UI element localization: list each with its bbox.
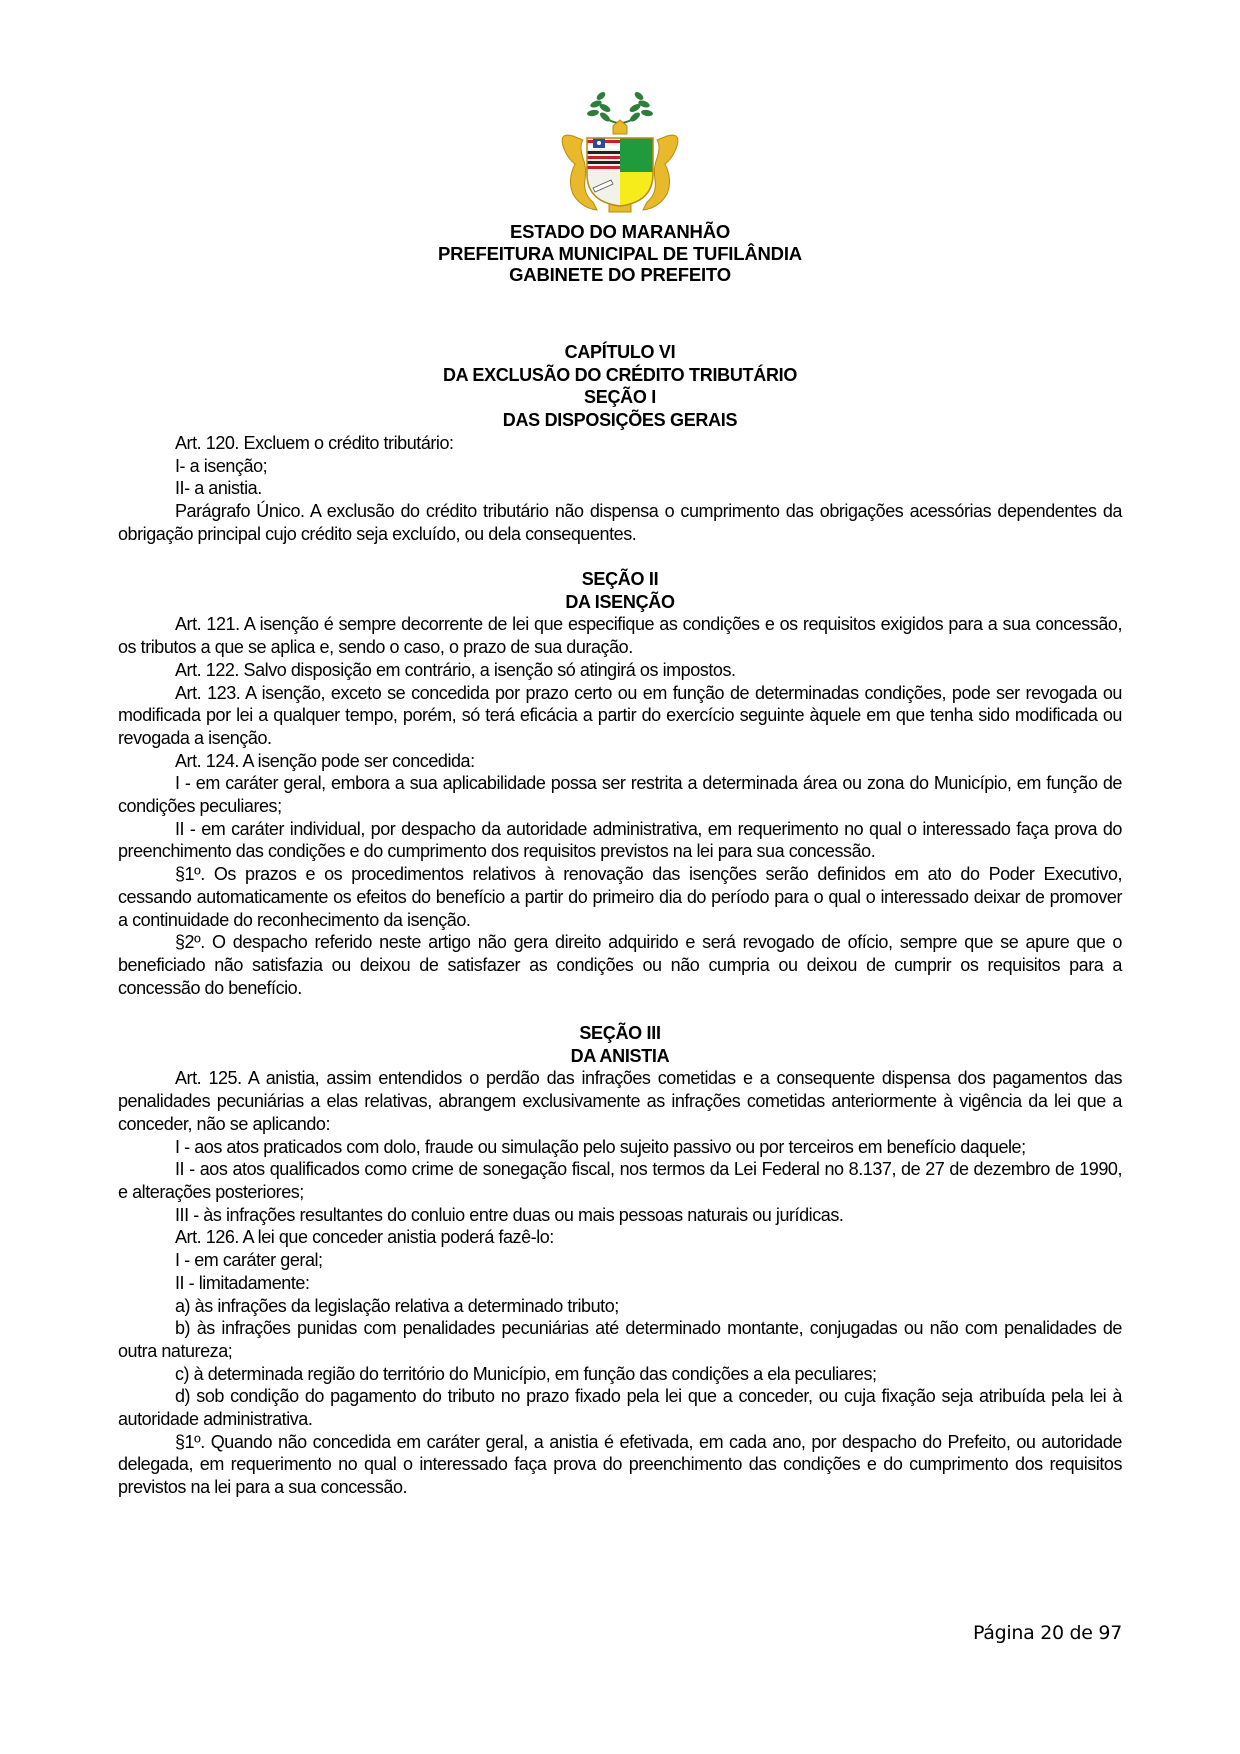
article-paragraph: Art. 120. Excluem o crédito tributário: [175, 432, 454, 453]
article-paragraph: Art. 123. A isenção, exceto se concedida por prazo certo ou em função de determinadas condições, pode ser revogada ou modificada por lei a qualquer tempo, porém, só terá eficácia a partir do exercício seguinte àquele em que tenha sido modificada ou revogada a isenção. [118, 682, 1122, 748]
article-paragraph: Art. 125. A anistia, assim entendidos o perdão das infrações cometidas e a consequente dispensa dos pagamentos das penalidades pecuniárias a elas relativas, abrangem exclusivamente as infrações cometidas anteriormente à vigência da lei que a conceder, não se aplicando: [118, 1068, 1122, 1134]
letterhead-prefecture: PREFEITURA MUNICIPAL DE TUFILÂNDIA [438, 242, 802, 264]
article-item: II - aos atos qualificados como crime de sonegação fiscal, nos termos da Lei Federal no 8.137, de 27 de dezembro de 1990, e alterações posteriores; [118, 1159, 1122, 1202]
section-subtitle: DA ANISTIA [570, 1045, 670, 1066]
page-number: Página 20 de 97 [973, 1622, 1122, 1644]
article-item: I - aos atos praticados com dolo, fraude ou simulação pelo sujeito passivo ou por terceiros em benefício daquele; [175, 1136, 1026, 1157]
article-subitem: d) sob condição do pagamento do tributo no prazo fixado pela lei que a conceder, ou cuja fixação seja atribuída pela lei à autoridade administrativa. [118, 1386, 1122, 1430]
article-item: I - em caráter geral; [175, 1250, 323, 1271]
document-body [118, 341, 1122, 1499]
article-paragraph: Art. 122. Salvo disposição em contrário, a isenção só atingirá os impostos. [175, 659, 736, 680]
article-paragraph: §1º. Quando não concedida em caráter geral, a anistia é efetivada, em cada ano, por despacho do Prefeito, ou autoridade delegada, em requerimento no qual o interessado faça prova do preenchimento das condições e do cumprimento dos requisitos previstos na lei para a sua concessão. [118, 1431, 1122, 1498]
coat-of-arms-emblem [553, 84, 687, 218]
article-paragraph: Art. 121. A isenção é sempre decorrente de lei que especifique as condições e os requisitos exigidos para a sua concessão, os tributos a que se aplica e, sendo o caso, o prazo de sua duração. [118, 614, 1122, 658]
article-item: II- a anistia. [175, 478, 262, 499]
article-item: III - às infrações resultantes do conluio entre duas ou mais pessoas naturais ou jurídicas. [175, 1204, 844, 1225]
chapter-title: CAPÍTULO VI [564, 342, 676, 362]
article-paragraph: §1º. Os prazos e os procedimentos relativos à renovação das isenções serão definidos em ato do Poder Executivo, cessando automaticamente os efeitos do benefício a partir do primeiro dia do período para o qual o interessado deixar de promover a continuidade do reconhecimento da isenção. [118, 864, 1122, 930]
article-item: I - em caráter geral, embora a sua aplicabilidade possa ser restrita a determinada área ou zona do Município, em função de condições peculiares; [118, 773, 1122, 817]
article-item: II - em caráter individual, por despacho da autoridade administrativa, em requerimento no qual o interessado faça prova do preenchimento das condições e do cumprimento dos requisitos previstos na lei para sua concessão. [118, 818, 1122, 862]
section-title: SEÇÃO III [579, 1023, 661, 1044]
article-paragraph: Art. 126. A lei que conceder anistia poderá fazê-lo: [175, 1227, 554, 1248]
article-item: II - limitadamente: [175, 1272, 310, 1293]
article-paragraph: Parágrafo Único. A exclusão do crédito tributário não dispensa o cumprimento das obrigações acessórias dependentes da obrigação principal cujo crédito seja excluído, ou dela consequentes. [118, 500, 1122, 544]
section-title: SEÇÃO II [581, 569, 659, 590]
article-paragraph: §2º. O despacho referido neste artigo não gera direito adquirido e será revogado de ofício, sempre que se apure que o beneficiado não satisfazia ou deixou de satisfazer as condições ou não cumpria ou deixou de cumprir os requisitos para a concessão do benefício. [118, 932, 1122, 998]
article-paragraph: Art. 124. A isenção pode ser concedida: [175, 750, 475, 771]
letterhead-state: ESTADO DO MARANHÃO [509, 221, 731, 242]
article-subitem: a) às infrações da legislação relativa a determinado tributo; [175, 1295, 619, 1316]
article-item: I- a isenção; [175, 455, 268, 476]
section-subtitle: DAS DISPOSIÇÕES GERAIS [502, 410, 738, 431]
chapter-subtitle: DA EXCLUSÃO DO CRÉDITO TRIBUTÁRIO [442, 364, 798, 385]
article-subitem: c) à determinada região do território do Município, em função das condições a ela peculiares; [175, 1363, 877, 1384]
laurel-icon [587, 90, 654, 123]
letterhead [118, 221, 1122, 286]
letterhead-office: GABINETE DO PREFEITO [509, 264, 731, 285]
section-title: SEÇÃO I [584, 387, 656, 408]
article-subitem: b) às infrações punidas com penalidades pecuniárias até determinado montante, conjugadas ou não com penalidades de outra natureza; [118, 1318, 1122, 1361]
section-subtitle: DA ISENÇÃO [565, 591, 675, 612]
